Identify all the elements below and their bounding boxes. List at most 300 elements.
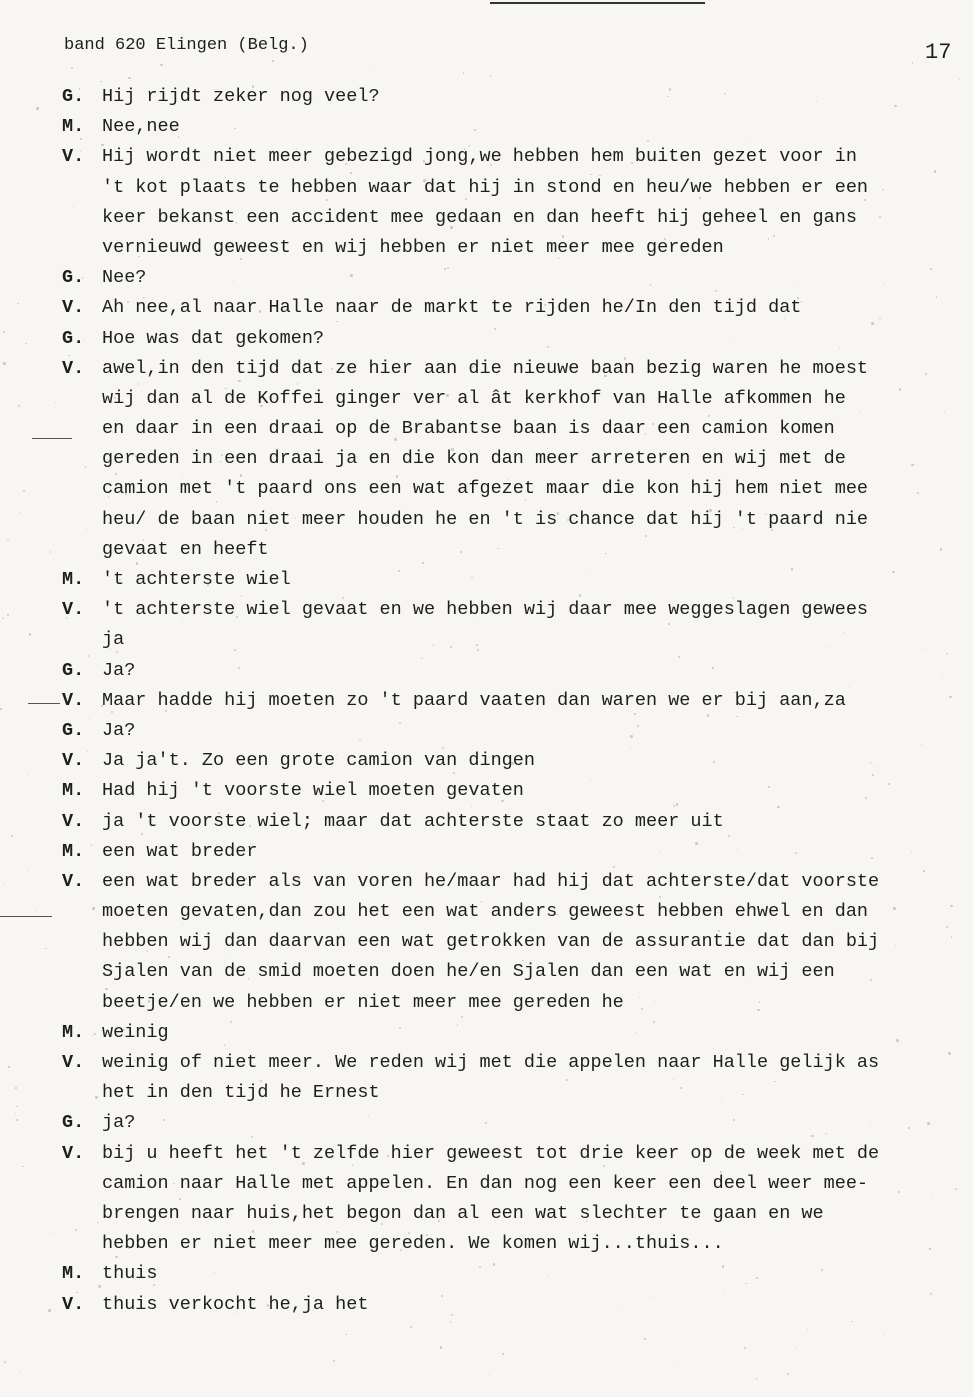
noise-speck — [774, 1081, 775, 1082]
noise-speck — [278, 884, 280, 886]
line-text: ja 't voorste wiel; maar dat achterste staat zo meer uit — [102, 810, 724, 832]
line-text: beetje/en we hebben er niet meer mee gereden he — [102, 991, 624, 1013]
noise-speck — [934, 170, 936, 172]
noise-speck — [673, 1079, 674, 1080]
transcript-line — [62, 112, 973, 142]
speaker-label: M. — [62, 1021, 85, 1043]
noise-speck — [27, 870, 28, 871]
noise-speck — [825, 1133, 826, 1134]
line-text: Ja? — [102, 659, 136, 681]
noise-speck — [240, 258, 242, 260]
noise-speck — [322, 800, 324, 802]
noise-speck — [119, 216, 120, 217]
noise-speck — [883, 1334, 884, 1335]
noise-speck — [630, 735, 632, 737]
line-text: Nee? — [102, 267, 147, 289]
noise-speck — [248, 978, 249, 979]
noise-speck — [879, 318, 880, 319]
noise-speck — [677, 1362, 678, 1363]
line-text: wij dan al de Koffei ginger ver al ât kerkhof van Halle afkommen he — [102, 387, 846, 409]
noise-speck — [396, 966, 398, 968]
noise-speck — [295, 518, 296, 519]
noise-speck — [635, 1032, 636, 1033]
noise-speck — [125, 493, 127, 495]
noise-speck — [423, 179, 426, 182]
noise-speck — [490, 75, 492, 77]
transcript-line — [62, 384, 973, 414]
noise-speck — [211, 218, 212, 219]
noise-speck — [399, 1027, 401, 1029]
speaker-label: M. — [62, 840, 85, 862]
noise-speck — [442, 1211, 443, 1212]
noise-speck — [16, 1119, 18, 1121]
transcript-line — [62, 1139, 973, 1169]
transcript-line — [62, 807, 973, 837]
line-text: Hoe was dat gekomen? — [102, 327, 325, 349]
noise-speck — [163, 1119, 165, 1121]
noise-speck — [894, 105, 896, 107]
line-text: 't achterste wiel — [102, 569, 291, 590]
noise-speck — [489, 1374, 490, 1375]
noise-speck — [252, 1230, 254, 1232]
noise-speck — [676, 803, 678, 805]
transcript-line — [62, 595, 973, 625]
line-text: keer bekanst een accident mee gedaan en dan heeft hij geheel en gans — [102, 206, 857, 228]
transcript-line — [62, 142, 973, 172]
noise-speck — [451, 448, 454, 451]
noise-speck — [930, 268, 932, 270]
line-text: moeten gevaten,dan zou het een wat anders geweest hebben ehwel en dan — [102, 901, 869, 923]
noise-speck — [474, 129, 475, 130]
noise-speck — [756, 1277, 758, 1279]
noise-speck — [218, 812, 220, 814]
line-text: vernieuwd geweest en wij hebben er niet meer mee gereden — [102, 236, 724, 258]
line-text: thuis verkocht he,ja het — [102, 1293, 369, 1315]
noise-speck — [50, 551, 52, 553]
noise-speck — [48, 1309, 51, 1312]
noise-speck — [336, 321, 338, 323]
noise-speck — [394, 438, 396, 440]
noise-speck — [381, 1223, 383, 1225]
noise-speck — [127, 301, 129, 303]
line-text: brengen naar huis,het begon dan al een wat slechter te gaan en we — [102, 1202, 824, 1224]
line-text: camion met 't paard ons een wat afgezet maar die kon hij hem niet mee — [102, 478, 869, 500]
speaker-label: M. — [62, 116, 85, 138]
line-text: heu/ de baan niet meer houden he en 't is chance dat hij 't paard nie — [102, 508, 869, 530]
noise-speck — [688, 910, 689, 911]
noise-speck — [461, 1016, 463, 1018]
transcript-line — [62, 565, 973, 595]
noise-speck — [141, 833, 143, 835]
noise-speck — [948, 1052, 950, 1054]
noise-speck — [345, 1334, 347, 1336]
noise-speck — [350, 172, 352, 174]
noise-speck — [930, 1293, 932, 1295]
speaker-label: V. — [62, 870, 85, 892]
transcript-line — [62, 927, 973, 957]
noise-speck — [115, 1256, 117, 1258]
noise-speck — [45, 948, 46, 949]
speaker-label: G. — [62, 1112, 85, 1134]
noise-speck — [207, 583, 209, 585]
noise-speck — [35, 910, 36, 911]
speaker-label: G. — [62, 267, 85, 289]
noise-speck — [871, 322, 873, 324]
noise-speck — [15, 1113, 16, 1114]
line-text: Hij wordt niet meer gebezigd jong,we hebben hem buiten gezet voor in — [102, 146, 857, 168]
transcript-line — [62, 505, 973, 535]
noise-speck — [463, 72, 464, 73]
noise-speck — [557, 512, 559, 514]
noise-speck — [410, 1326, 412, 1328]
noise-speck — [433, 644, 434, 645]
noise-speck — [722, 1265, 724, 1267]
line-text: hebben er niet meer mee gereden. We komen wij...thuis... — [102, 1233, 724, 1255]
transcript-line — [62, 1048, 973, 1078]
noise-speck — [122, 1029, 124, 1031]
noise-speck — [742, 1094, 743, 1095]
noise-speck — [896, 1039, 899, 1042]
transcript-line — [62, 82, 973, 112]
speaker-label: V. — [62, 599, 85, 621]
noise-speck — [2, 618, 3, 619]
noise-speck — [579, 594, 581, 596]
speaker-label: V. — [62, 297, 85, 319]
line-text: ja? — [102, 1112, 136, 1134]
noise-speck — [874, 767, 875, 768]
noise-speck — [29, 633, 31, 635]
noise-speck — [444, 268, 446, 270]
noise-speck — [55, 402, 57, 404]
top-rule — [490, 2, 705, 4]
transcript-line — [62, 716, 973, 746]
noise-speck — [447, 267, 449, 269]
noise-speck — [759, 1001, 760, 1002]
noise-speck — [695, 842, 698, 845]
noise-speck — [92, 1035, 93, 1036]
noise-speck — [173, 1183, 174, 1184]
noise-speck — [696, 486, 697, 487]
line-text: Ja ja't. Zo een grote camion van dingen — [102, 750, 535, 772]
noise-speck — [673, 805, 675, 807]
noise-speck — [272, 60, 274, 62]
noise-speck — [851, 1321, 853, 1323]
noise-speck — [796, 1348, 797, 1349]
margin-mark — [32, 438, 72, 439]
speaker-label: V. — [62, 1052, 85, 1073]
transcript-line — [62, 203, 973, 233]
noise-speck — [787, 1373, 789, 1375]
line-text: Maar hadde hij moeten zo 't paard vaaten dan waren we er bij aan,za — [102, 689, 846, 711]
noise-speck — [422, 562, 424, 564]
transcript-line — [62, 263, 973, 293]
speaker-label: M. — [62, 780, 85, 802]
noise-speck — [20, 1371, 22, 1373]
noise-speck — [931, 1197, 932, 1198]
transcript-line — [62, 324, 973, 354]
noise-speck — [238, 380, 241, 383]
transcript-line — [62, 867, 973, 897]
noise-speck — [797, 297, 799, 299]
noise-speck — [138, 256, 140, 258]
noise-speck — [738, 944, 739, 945]
noise-speck — [18, 405, 20, 407]
noise-speck — [457, 1024, 458, 1025]
noise-speck — [471, 577, 473, 579]
speaker-label: V. — [62, 1293, 85, 1315]
noise-speck — [801, 301, 802, 302]
noise-speck — [634, 713, 635, 714]
noise-speck — [949, 696, 952, 699]
line-text: het in den tijd he Ernest — [102, 1082, 380, 1104]
line-text: weinig — [102, 1021, 169, 1043]
speaker-label: G. — [62, 659, 85, 681]
transcript-line — [62, 1169, 973, 1199]
noise-speck — [895, 945, 896, 946]
noise-speck — [19, 512, 20, 513]
noise-speck — [791, 568, 793, 570]
noise-speck — [224, 1044, 225, 1045]
line-text: ja — [102, 629, 125, 651]
noise-speck — [669, 88, 671, 90]
noise-speck — [92, 907, 95, 910]
noise-speck — [946, 653, 947, 654]
noise-speck — [773, 235, 775, 237]
noise-speck — [242, 848, 245, 851]
noise-speck — [678, 656, 680, 658]
line-text: Nee,nee — [102, 116, 180, 138]
noise-speck — [423, 160, 426, 163]
noise-speck — [94, 1033, 95, 1034]
speaker-label: G. — [62, 86, 85, 107]
noise-speck — [485, 1122, 487, 1124]
transcript-line — [62, 1290, 973, 1320]
noise-speck — [668, 623, 670, 625]
noise-speck — [715, 290, 717, 292]
line-text: 't achterste wiel gevaat en we hebben wij daar mee weggeslagen gewees — [102, 599, 869, 621]
speaker-label: G. — [62, 327, 85, 349]
noise-speck — [17, 303, 18, 304]
noise-speck — [544, 304, 546, 306]
line-text: camion naar Halle met appelen. En dan nog een keer een deel weer mee- — [102, 1172, 869, 1194]
noise-speck — [333, 1360, 335, 1362]
noise-speck — [4, 884, 5, 885]
line-text: thuis — [102, 1263, 158, 1285]
transcript-line — [62, 988, 973, 1018]
transcript-line — [62, 1259, 973, 1289]
noise-speck — [387, 1155, 389, 1157]
noise-speck — [373, 70, 374, 71]
noise-speck — [3, 362, 6, 365]
noise-speck — [15, 1087, 17, 1089]
transcript-line — [62, 625, 973, 655]
noise-speck — [929, 1248, 930, 1249]
noise-speck — [143, 539, 144, 540]
noise-speck — [170, 154, 171, 155]
noise-speck — [477, 618, 478, 619]
noise-speck — [471, 806, 472, 807]
transcript-line — [62, 1199, 973, 1229]
noise-speck — [11, 835, 13, 837]
noise-speck — [892, 571, 894, 573]
noise-speck — [749, 142, 750, 143]
noise-speck — [951, 936, 952, 937]
speaker-label: V. — [62, 810, 85, 832]
speaker-label: V. — [62, 357, 85, 379]
noise-speck — [260, 1080, 262, 1082]
noise-speck — [66, 617, 67, 618]
noise-speck — [226, 954, 227, 955]
noise-speck — [147, 1211, 149, 1213]
noise-speck — [590, 779, 591, 780]
noise-speck — [25, 343, 26, 344]
noise-speck — [882, 189, 883, 190]
noise-speck — [733, 527, 734, 528]
line-text: 't kot plaats te hebben waar dat hij in stond en heu/we hebben er een — [102, 176, 869, 198]
page-number: 17 — [925, 40, 952, 65]
noise-speck — [923, 870, 925, 872]
transcript-line — [62, 897, 973, 927]
noise-speck — [936, 296, 937, 297]
speaker-label: M. — [62, 569, 85, 590]
transcript-line — [62, 1018, 973, 1048]
noise-speck — [128, 77, 130, 79]
noise-speck — [864, 199, 866, 201]
noise-speck — [0, 708, 2, 710]
noise-speck — [252, 85, 254, 87]
noise-speck — [464, 148, 465, 149]
noise-speck — [302, 1162, 305, 1165]
transcript-line — [62, 1229, 973, 1259]
noise-speck — [507, 479, 508, 480]
noise-speck — [745, 1283, 746, 1284]
noise-speck — [736, 716, 737, 717]
transcript-line — [62, 173, 973, 203]
noise-speck — [777, 806, 780, 809]
noise-speck — [757, 1009, 759, 1011]
noise-speck — [440, 1346, 442, 1348]
noise-speck — [259, 310, 261, 312]
speaker-label: V. — [62, 689, 85, 711]
noise-speck — [178, 136, 179, 137]
speaker-label: V. — [62, 1142, 85, 1164]
noise-speck — [586, 1220, 588, 1222]
noise-speck — [811, 1135, 813, 1137]
noise-speck — [153, 1284, 155, 1286]
line-text: Sjalen van de smid moeten doen he/en Sjalen dan een wat en wij een — [102, 961, 835, 983]
noise-speck — [115, 473, 117, 475]
transcript-line — [62, 656, 973, 686]
noise-speck — [7, 539, 9, 541]
noise-speck — [565, 151, 566, 152]
noise-speck — [502, 1353, 503, 1354]
transcript-line — [62, 474, 973, 504]
noise-speck — [650, 284, 651, 285]
noise-speck — [23, 490, 25, 492]
noise-speck — [950, 905, 952, 907]
transcript-line — [62, 233, 973, 263]
noise-speck — [733, 1119, 735, 1121]
noise-speck — [567, 519, 569, 521]
noise-speck — [893, 907, 896, 910]
transcript-line — [62, 293, 973, 323]
line-text: gevaat en heeft — [102, 538, 269, 560]
noise-speck — [236, 222, 238, 224]
line-text: gereden in een draai ja en die kon dan meer arreteren en wij met de — [102, 448, 846, 470]
noise-speck — [50, 1232, 51, 1233]
noise-speck — [8, 1066, 10, 1068]
line-text: Ja? — [102, 719, 136, 741]
noise-speck — [871, 857, 873, 859]
noise-speck — [359, 740, 360, 741]
transcript-line — [62, 414, 973, 444]
noise-speck — [631, 162, 633, 164]
noise-speck — [479, 1266, 481, 1268]
noise-speck — [807, 1329, 809, 1331]
transcript-lines — [62, 82, 973, 1320]
noise-speck — [917, 492, 919, 494]
noise-speck — [465, 198, 467, 200]
noise-speck — [22, 1166, 23, 1167]
noise-speck — [135, 455, 137, 457]
line-text: awel,in den tijd dat ze hier aan die nieuwe baan bezig waren he moest — [102, 357, 869, 379]
noise-speck — [240, 474, 242, 476]
noise-speck — [95, 1096, 97, 1098]
noise-speck — [798, 1182, 799, 1183]
transcript-line — [62, 1078, 973, 1108]
noise-speck — [712, 667, 714, 669]
transcript-line — [62, 746, 973, 776]
noise-speck — [768, 238, 769, 239]
noise-speck — [865, 797, 867, 799]
noise-speck — [350, 274, 353, 277]
noise-speck — [756, 1378, 757, 1379]
noise-speck — [927, 1122, 929, 1124]
transcript-line — [62, 776, 973, 806]
noise-speck — [28, 774, 29, 775]
speaker-label: M. — [62, 1263, 85, 1285]
noise-speck — [744, 1347, 746, 1349]
noise-speck — [853, 518, 854, 519]
noise-speck — [940, 548, 942, 550]
noise-speck — [4, 1361, 6, 1363]
line-text: Had hij 't voorste wiel moeten gevaten — [102, 780, 524, 802]
noise-speck — [7, 614, 9, 616]
speaker-label: V. — [62, 750, 85, 772]
noise-speck — [220, 461, 222, 463]
line-text: weinig of niet meer. We reden wij met die appelen naar Halle gelijk as — [102, 1052, 880, 1073]
noise-speck — [664, 238, 666, 240]
speaker-label: G. — [62, 719, 85, 741]
line-text: hebben wij dan daarvan een wat getrokken van de assurantie dat dan bij — [102, 931, 880, 953]
noise-speck — [246, 884, 247, 885]
noise-speck — [168, 956, 169, 957]
line-text: Hij rijdt zeker nog veel? — [102, 86, 380, 107]
noise-speck — [234, 1312, 235, 1313]
line-text: en daar in een draai op de Brabantse baan is daar een camion komen — [102, 418, 835, 440]
noise-speck — [225, 388, 227, 390]
noise-speck — [511, 762, 514, 765]
noise-speck — [89, 718, 90, 719]
noise-speck — [644, 1338, 646, 1340]
noise-speck — [450, 1321, 452, 1323]
noise-speck — [446, 394, 448, 396]
noise-speck — [494, 328, 496, 330]
noise-speck — [238, 667, 240, 669]
noise-speck — [179, 1198, 181, 1200]
margin-mark — [0, 916, 52, 917]
noise-speck — [699, 197, 701, 199]
